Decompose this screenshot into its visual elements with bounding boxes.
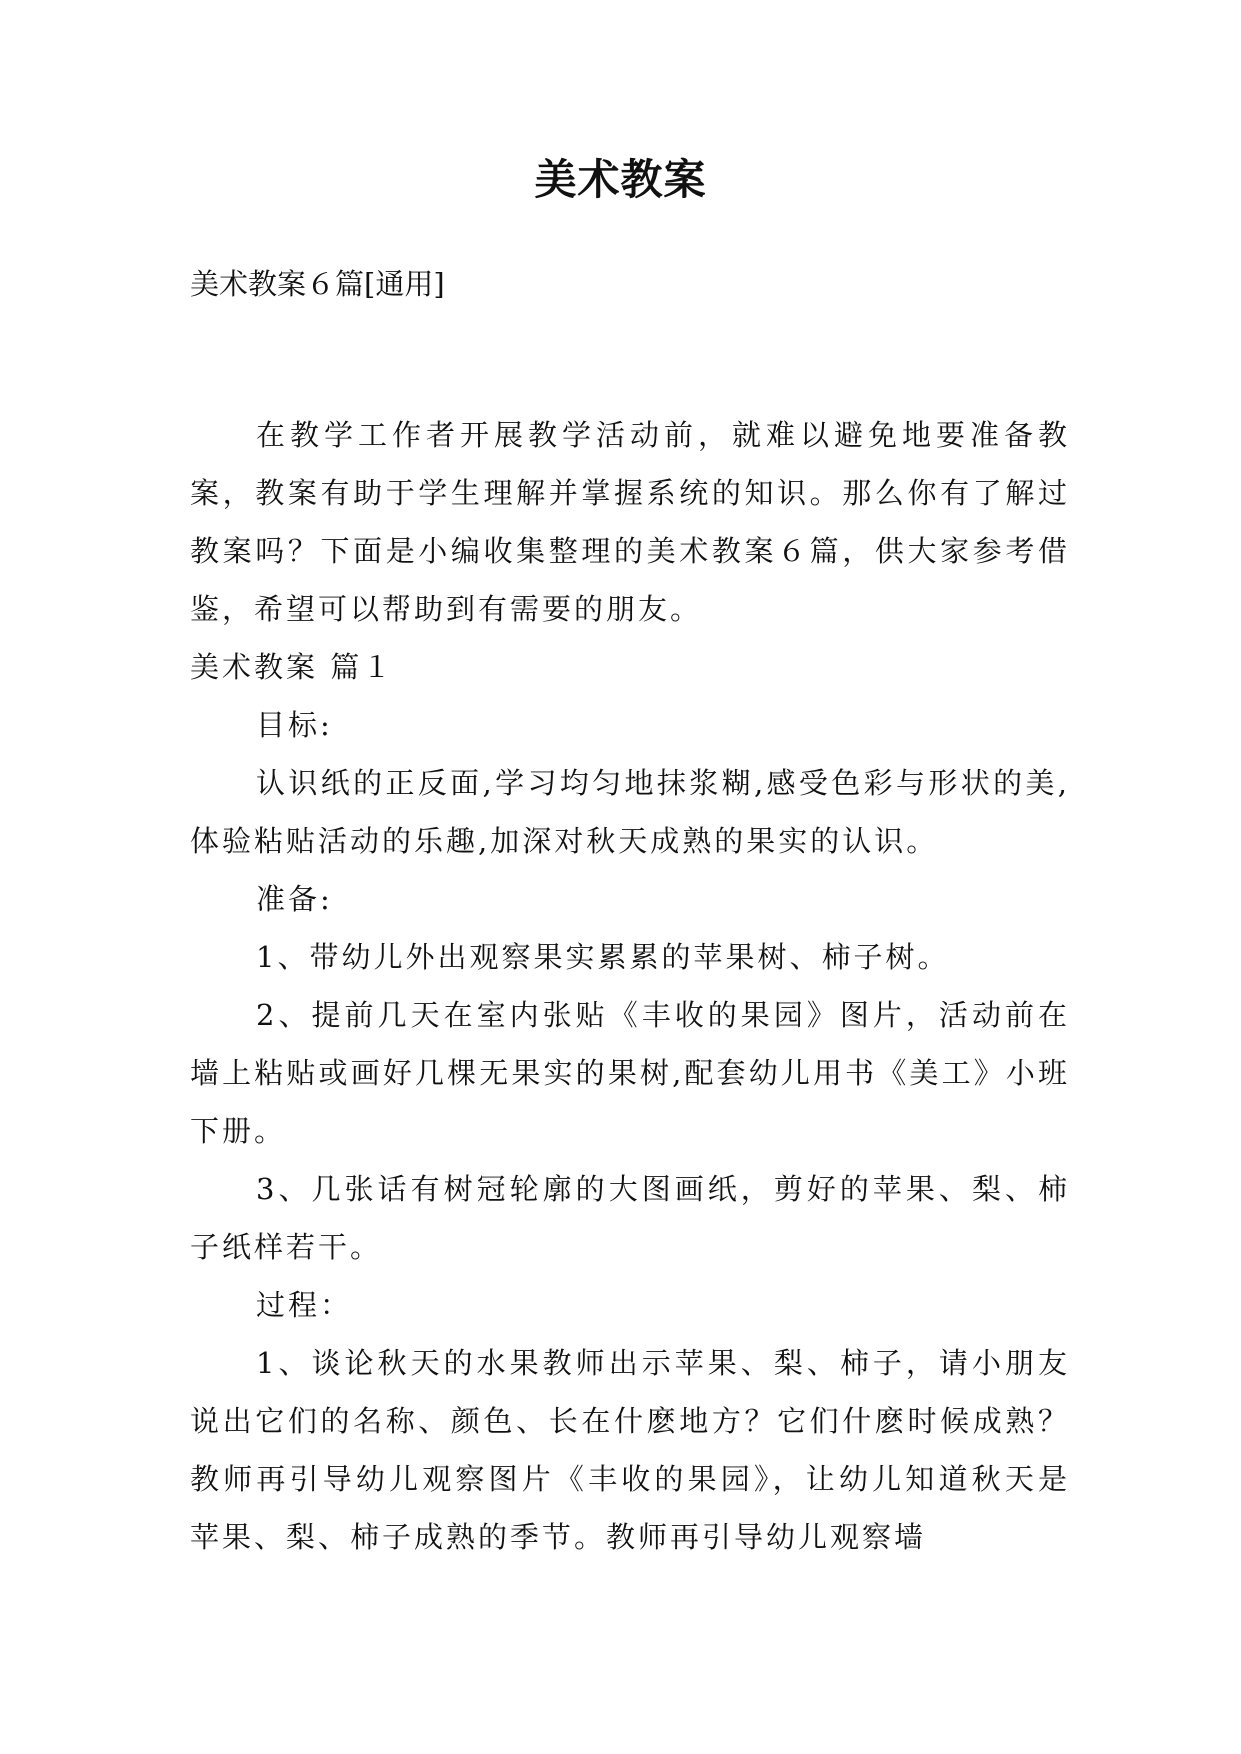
prep-item-2: 2、提前几天在室内张贴《丰收的果园》图片，活动前在墙上粘贴或画好几棵无果实的果树,配套幼儿用书《美工》小班下册。	[190, 998, 1070, 1148]
prep-label: 准备:	[256, 882, 333, 916]
intro-paragraph: 在教学工作者开展教学活动前，就难以避免地要准备教案，教案有助于学生理解并掌握系统的知识。那么你有了解过教案吗？下面是小编收集整理的美术教案６篇，供大家参考借鉴，希望可以帮助到有需要的朋友。	[190, 418, 1070, 626]
process-label: 过程：	[256, 1288, 353, 1322]
goal-label: 目标:	[256, 708, 333, 742]
prep-item-1: 1、带幼儿外出观察果实累累的苹果树、柿子树。	[256, 940, 950, 974]
document-subtitle: 美术教案６篇[通用]	[190, 267, 445, 301]
document-body	[190, 406, 1070, 1566]
goal-paragraph: 认识纸的正反面,学习均匀地抹浆糊,感受色彩与形状的美,体验粘贴活动的乐趣,加深对秋天成熟的果实的认识。	[190, 766, 1070, 858]
process-item-1: 1、谈论秋天的水果教师出示苹果、梨、柿子，请小朋友说出它们的名称、颜色、长在什麽地方？它们什麽时候成熟？教师再引导幼儿观察图片《丰收的果园》，让幼儿知道秋天是苹果、梨、柿子成熟的季节。教师再引导幼儿观察墙	[190, 1346, 1070, 1554]
section-heading: 美术教案 篇１	[190, 650, 395, 684]
document-title: 美术教案	[534, 155, 707, 204]
prep-item-3: 3、几张话有树冠轮廓的大图画纸，剪好的苹果、梨、柿子纸样若干。	[190, 1172, 1070, 1264]
